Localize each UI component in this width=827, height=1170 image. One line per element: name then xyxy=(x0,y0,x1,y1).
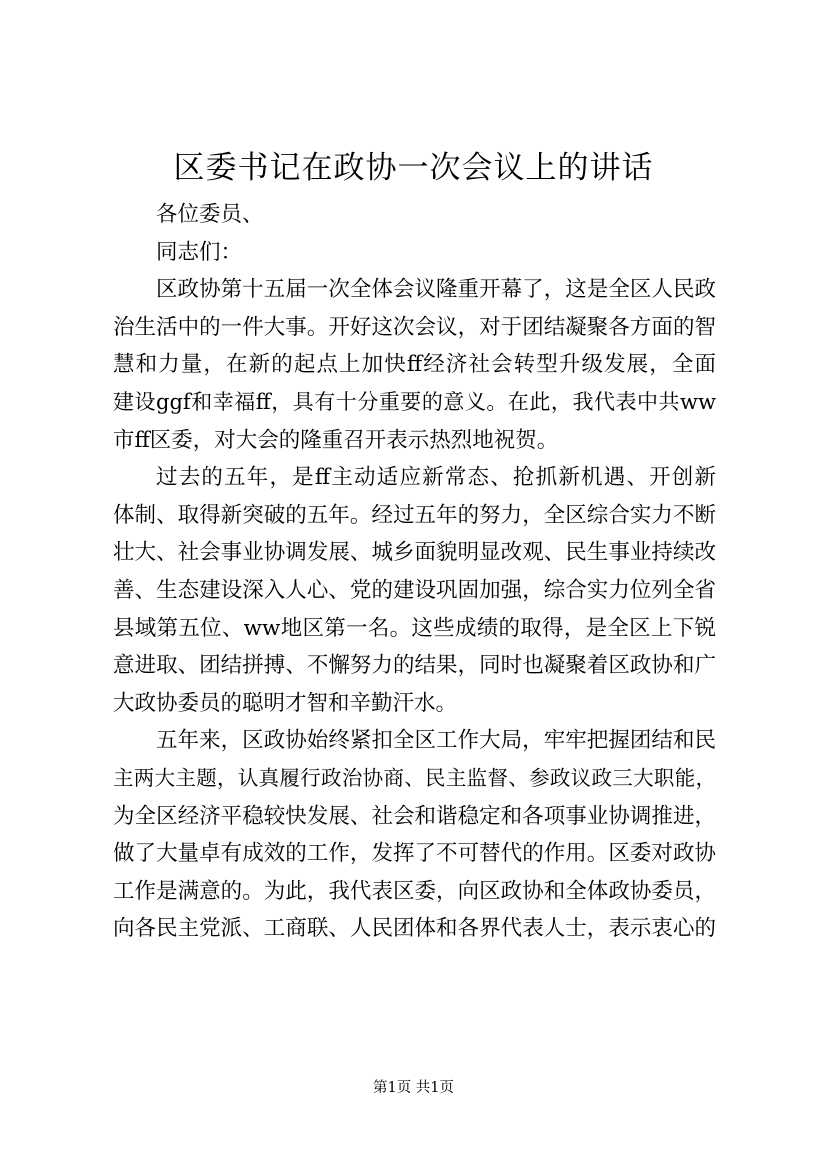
body-line: 工作是满意的。为此，我代表区委，向区政协和全体政协委员， xyxy=(113,878,716,904)
body-line: 为全区经济平稳较快发展、社会和谐稳定和各项事业协调推进， xyxy=(113,803,716,829)
body-line: 善、生态建设深入人心、党的建设巩固加强，综合实力位列全省 xyxy=(113,577,716,603)
body-line: 大政协委员的聪明才智和辛勤汗水。 xyxy=(113,690,458,716)
body-line: 壮大、社会事业协调发展、城乡面貌明显改观、民生事业持续改 xyxy=(113,540,716,566)
body-line: 向各民主党派、工商联、人民团体和各界代表人士，表示衷心的 xyxy=(113,916,716,942)
body-line: 区政协第十五届一次全体会议隆重开幕了，这是全区人民政 xyxy=(156,277,716,303)
document-title: 区委书记在政协一次会议上的讲话 xyxy=(173,150,654,186)
body-line: 做了大量卓有成效的工作，发挥了不可替代的作用。区委对政协 xyxy=(113,841,716,867)
body-line: 县域第五位、ww地区第一名。这些成绩的取得，是全区上下锐 xyxy=(113,615,716,641)
body-line: 主两大主题，认真履行政治协商、民主监督、参政议政三大职能， xyxy=(113,765,716,790)
body-line: 市ff区委，对大会的隆重召开表示热烈地祝贺。 xyxy=(113,427,559,453)
document-body xyxy=(113,196,716,948)
body-line: 同志们： xyxy=(156,239,243,265)
body-line: 慧和力量，在新的起点上加快ff经济社会转型升级发展，全面 xyxy=(113,352,716,378)
body-line: 体制、取得新突破的五年。经过五年的努力，全区综合实力不断 xyxy=(113,502,716,528)
body-line: 五年来，区政协始终紧扣全区工作大局，牢牢把握团结和民 xyxy=(156,728,716,754)
body-line: 意进取、团结拼搏、不懈努力的结果，同时也凝聚着区政协和广 xyxy=(113,653,716,679)
body-line: 建设ggf和幸福ff，具有十分重要的意义。在此，我代表中共ww xyxy=(113,389,716,414)
body-line: 过去的五年，是ff主动适应新常态、抢抓新机遇、开创新 xyxy=(156,465,716,491)
page-number-footer: 第1页 共1页 xyxy=(372,1080,455,1096)
body-line: 治生活中的一件大事。开好这次会议，对于团结凝聚各方面的智 xyxy=(113,314,716,340)
body-line: 各位委员、 xyxy=(156,202,264,227)
